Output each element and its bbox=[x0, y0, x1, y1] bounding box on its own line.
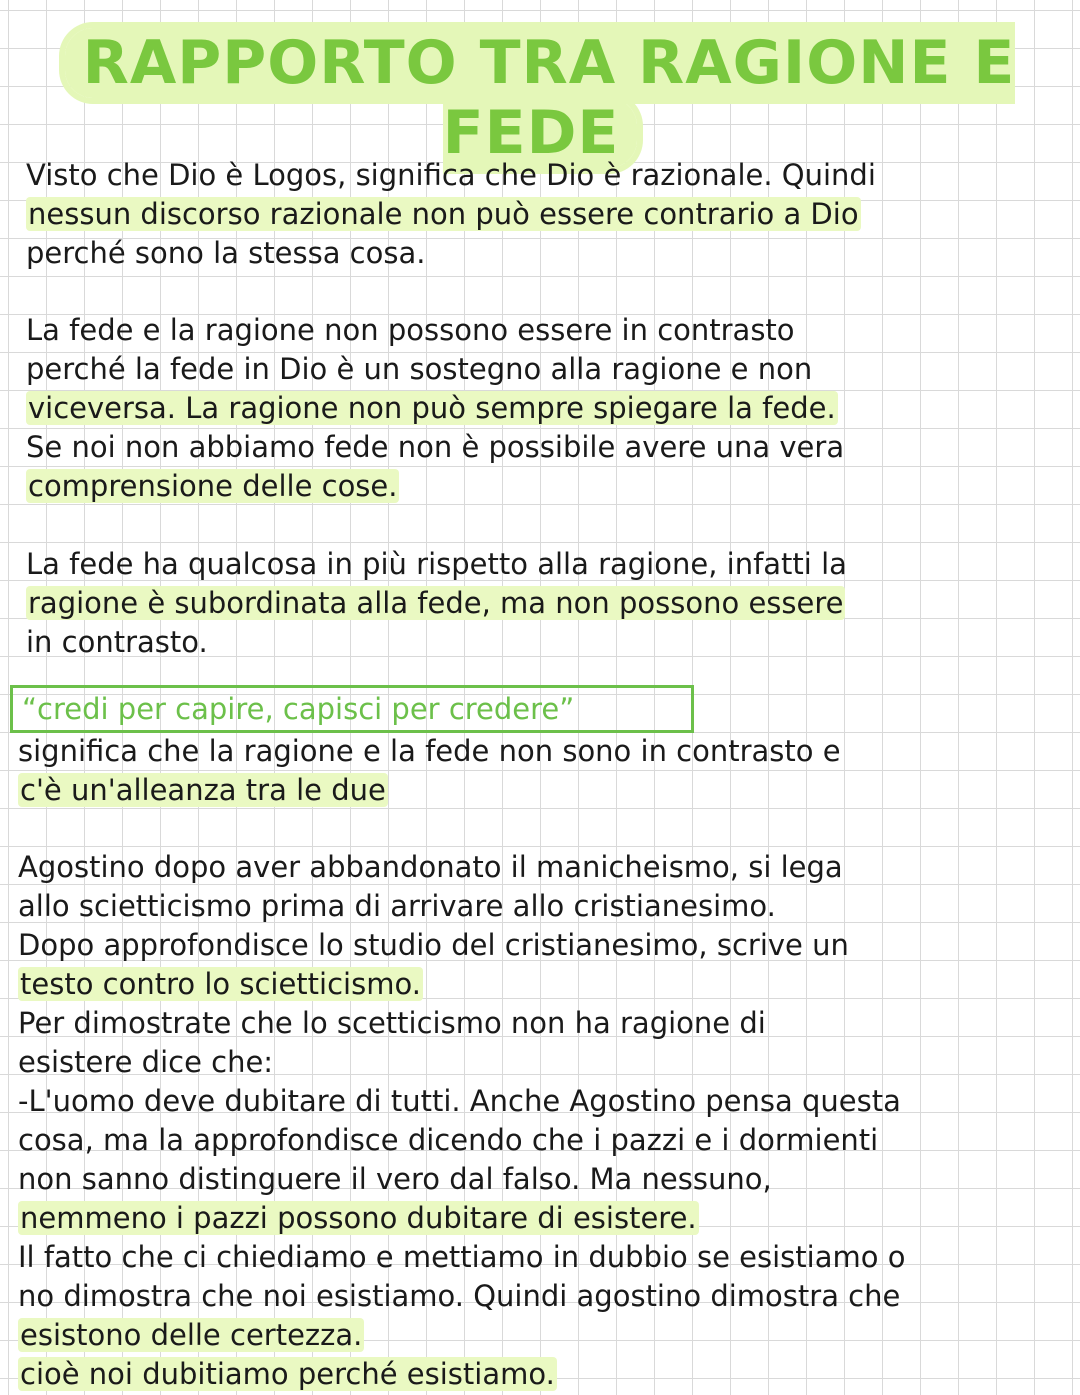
text-line: in contrasto. bbox=[26, 625, 208, 659]
paragraph-agostino bbox=[18, 848, 905, 1394]
highlight: c'è un'alleanza tra le due bbox=[20, 773, 386, 807]
text-line: Visto che Dio è Logos, significa che Dio è razionale. Quindi bbox=[26, 158, 876, 192]
text-line: Se noi non abbiamo fede non è possibile avere una vera bbox=[26, 430, 845, 464]
text-line bbox=[26, 584, 847, 623]
text-line: no dimostra che noi esistiamo. Quindi agostino dimostra che bbox=[18, 1279, 901, 1313]
highlight: ragione è subordinata alla fede, ma non possono essere bbox=[28, 586, 844, 620]
text-line: La fede ha qualcosa in più rispetto alla ragione, infatti la bbox=[26, 547, 847, 581]
paragraph-subordinata bbox=[26, 545, 847, 662]
highlight: comprensione delle cose. bbox=[28, 469, 398, 503]
text-line: esistere dice che: bbox=[18, 1045, 274, 1079]
quote-text: “credi per capire, capisci per credere” bbox=[22, 692, 575, 726]
highlight: nessun discorso razionale non può essere contrario a Dio bbox=[28, 197, 859, 231]
text-line bbox=[18, 771, 841, 810]
paragraph-logos bbox=[26, 156, 876, 273]
text-line bbox=[26, 389, 844, 428]
text-line bbox=[18, 1355, 905, 1394]
text-line bbox=[18, 965, 905, 1004]
paragraph-fede-ragione bbox=[26, 311, 844, 506]
highlight: testo contro lo scietticismo. bbox=[20, 967, 421, 1001]
title-text: RAPPORTO TRA RAGIONE E FEDE bbox=[65, 28, 1016, 168]
text-line bbox=[26, 467, 844, 506]
highlight: nemmeno i pazzi possono dubitare di esistere. bbox=[20, 1201, 697, 1235]
text-line: significa che la ragione e la fede non sono in contrasto e bbox=[18, 734, 841, 768]
text-line bbox=[26, 195, 876, 234]
text-line: non sanno distinguere il vero dal falso. Ma nessuno, bbox=[18, 1162, 772, 1196]
text-line: Il fatto che ci chiediamo e mettiamo in dubbio se esistiamo o bbox=[18, 1240, 906, 1274]
text-line: La fede e la ragione non possono essere in contrasto bbox=[26, 313, 795, 347]
highlight: cioè noi dubitiamo perché esistiamo. bbox=[20, 1357, 555, 1391]
text-line bbox=[18, 1316, 905, 1355]
text-line: Agostino dopo aver abbandonato il manicheismo, si lega bbox=[18, 850, 843, 884]
highlight: esistono delle certezza. bbox=[20, 1318, 363, 1352]
page-title bbox=[0, 28, 1080, 168]
text-line: perché sono la stessa cosa. bbox=[26, 236, 426, 270]
text-line: Dopo approfondisce lo studio del cristianesimo, scrive un bbox=[18, 928, 849, 962]
text-line: Per dimostrate che lo scetticismo non ha ragione di bbox=[18, 1006, 766, 1040]
text-line: -L'uomo deve dubitare di tutti. Anche Agostino pensa questa bbox=[18, 1084, 901, 1118]
highlight: viceversa. La ragione non può sempre spiegare la fede. bbox=[28, 391, 836, 425]
text-line: perché la fede in Dio è un sostegno alla ragione e non bbox=[26, 352, 813, 386]
text-line: cosa, ma la approfondisce dicendo che i pazzi e i dormienti bbox=[18, 1123, 879, 1157]
text-line bbox=[18, 1199, 905, 1238]
text-line: allo scietticismo prima di arrivare allo cristianesimo. bbox=[18, 889, 776, 923]
paragraph-alleanza bbox=[18, 732, 841, 810]
